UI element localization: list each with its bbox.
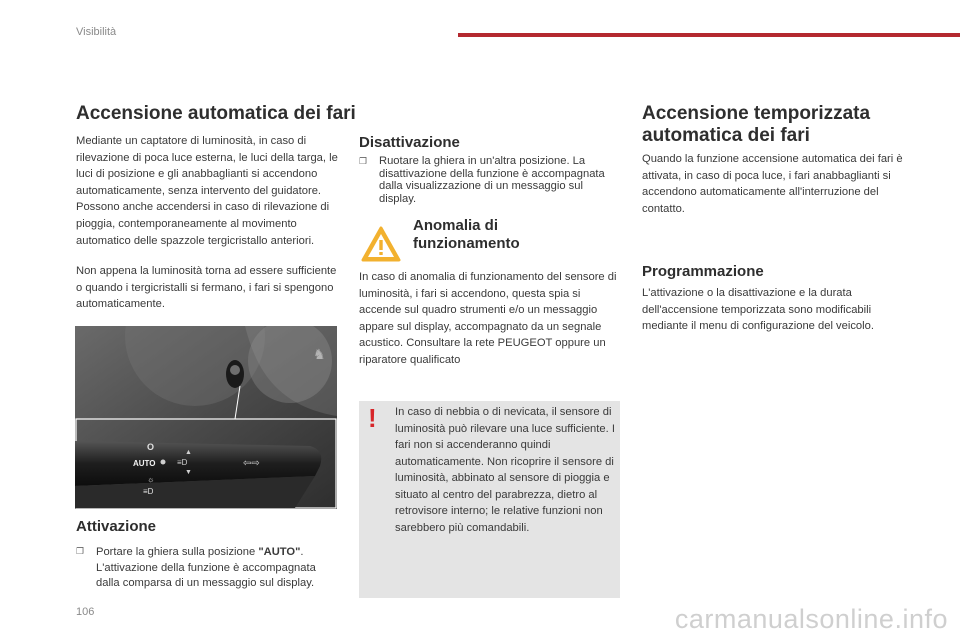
activation-item: [76, 545, 336, 592]
header-accent-bar: [458, 33, 960, 37]
section-label: Visibilità: [76, 26, 117, 38]
note-text: In caso di nebbia o di nevicata, il sensore di luminosità può rilevare una luce sufficiente. I fari non si accenderanno quindi automaticamente. Non ricoprire il sensore di luminosità, abbinato al sensore di pioggia e situato al centro del parabrezza, dietro al retrovisore interno; le relative funzioni non sarebbero più comandabili.: [395, 406, 615, 534]
timed-lighting-paragraph: Quando la funzione accensione automatica dei fari è attivata, in caso di poca luce, i fari anabbaglianti si accendono automaticamente all'interruzione del contatto.: [642, 153, 903, 215]
light-stalk-photo: [75, 326, 337, 509]
svg-text:O: O: [147, 442, 155, 452]
activation-text: Portare la ghiera sulla posizione "AUTO". L'attivazione della funzione è accompagnata dalla comparsa di un messaggio sul display.: [96, 546, 316, 590]
deactivation-title: Disattivazione: [359, 134, 460, 151]
svg-text:≡D: ≡D: [143, 487, 154, 496]
timed-lighting-title: Accensione temporizzata automatica dei fari: [642, 103, 871, 146]
intro-paragraph-2: Non appena la luminosità torna ad essere sufficiente o quando i tergicristalli si fermano, i fari si spengono automaticamente.: [76, 265, 337, 311]
stalk-auto-label: AUTO: [133, 459, 156, 468]
deactivation-item: [359, 155, 619, 205]
svg-text:▼: ▼: [185, 469, 192, 476]
page-number: 106: [76, 606, 95, 618]
svg-text:≡D: ≡D: [177, 458, 188, 467]
svg-text:▲: ▲: [185, 449, 192, 456]
deactivation-text: Ruotare la ghiera in un'altra posizione. La disattivazione della funzione è accompagnata dalla visualizzazione di un messaggio sul display.: [379, 155, 605, 205]
auto-position-label: "AUTO": [258, 546, 301, 558]
main-title: Accensione automatica dei fari: [76, 103, 356, 124]
programming-title: Programmazione: [642, 263, 764, 280]
intro-paragraph: Mediante un captatore di luminosità, in caso di rilevazione di poca luce esterna, le luci della targa, le luci di posizione e gli anabbaglianti si accendono automaticamente, senza intervento del guidatore. Possono anche accendersi in caso di rilevazione di pioggia, contemporaneamente al movimento automatico delle spazzole tergicristallo anteriori.: [76, 135, 338, 247]
anomaly-title: Anomalia di funzionamento: [413, 217, 520, 252]
svg-text:☼: ☼: [147, 475, 155, 484]
warning-triangle-icon: [360, 225, 402, 263]
light-stalk-illustration: [75, 326, 337, 509]
svg-text:♞: ♞: [313, 346, 326, 362]
svg-text:⇦⇨: ⇦⇨: [243, 458, 260, 469]
programming-paragraph: L'attivazione o la disattivazione e la durata dell'accensione temporizzata sono modificabili mediante il menu di configurazione del veicolo.: [642, 287, 874, 333]
warning-exclamation-icon: !: [368, 403, 377, 433]
checkbox-bullet-icon: ❐: [76, 546, 85, 556]
activation-title: Attivazione: [76, 518, 157, 535]
anomaly-paragraph: In caso di anomalia di funzionamento del sensore di luminosità, i fari si accendono, questa spia si accende sul quadro strumenti e/o un messaggio appare sul display, accompagnato da un segnale acustico. Consultare la rete PEUGEOT oppure un riparatore qualificato: [359, 271, 617, 366]
watermark: carmanualsonline.info: [674, 604, 948, 634]
checkbox-bullet-icon: ❐: [359, 156, 368, 166]
